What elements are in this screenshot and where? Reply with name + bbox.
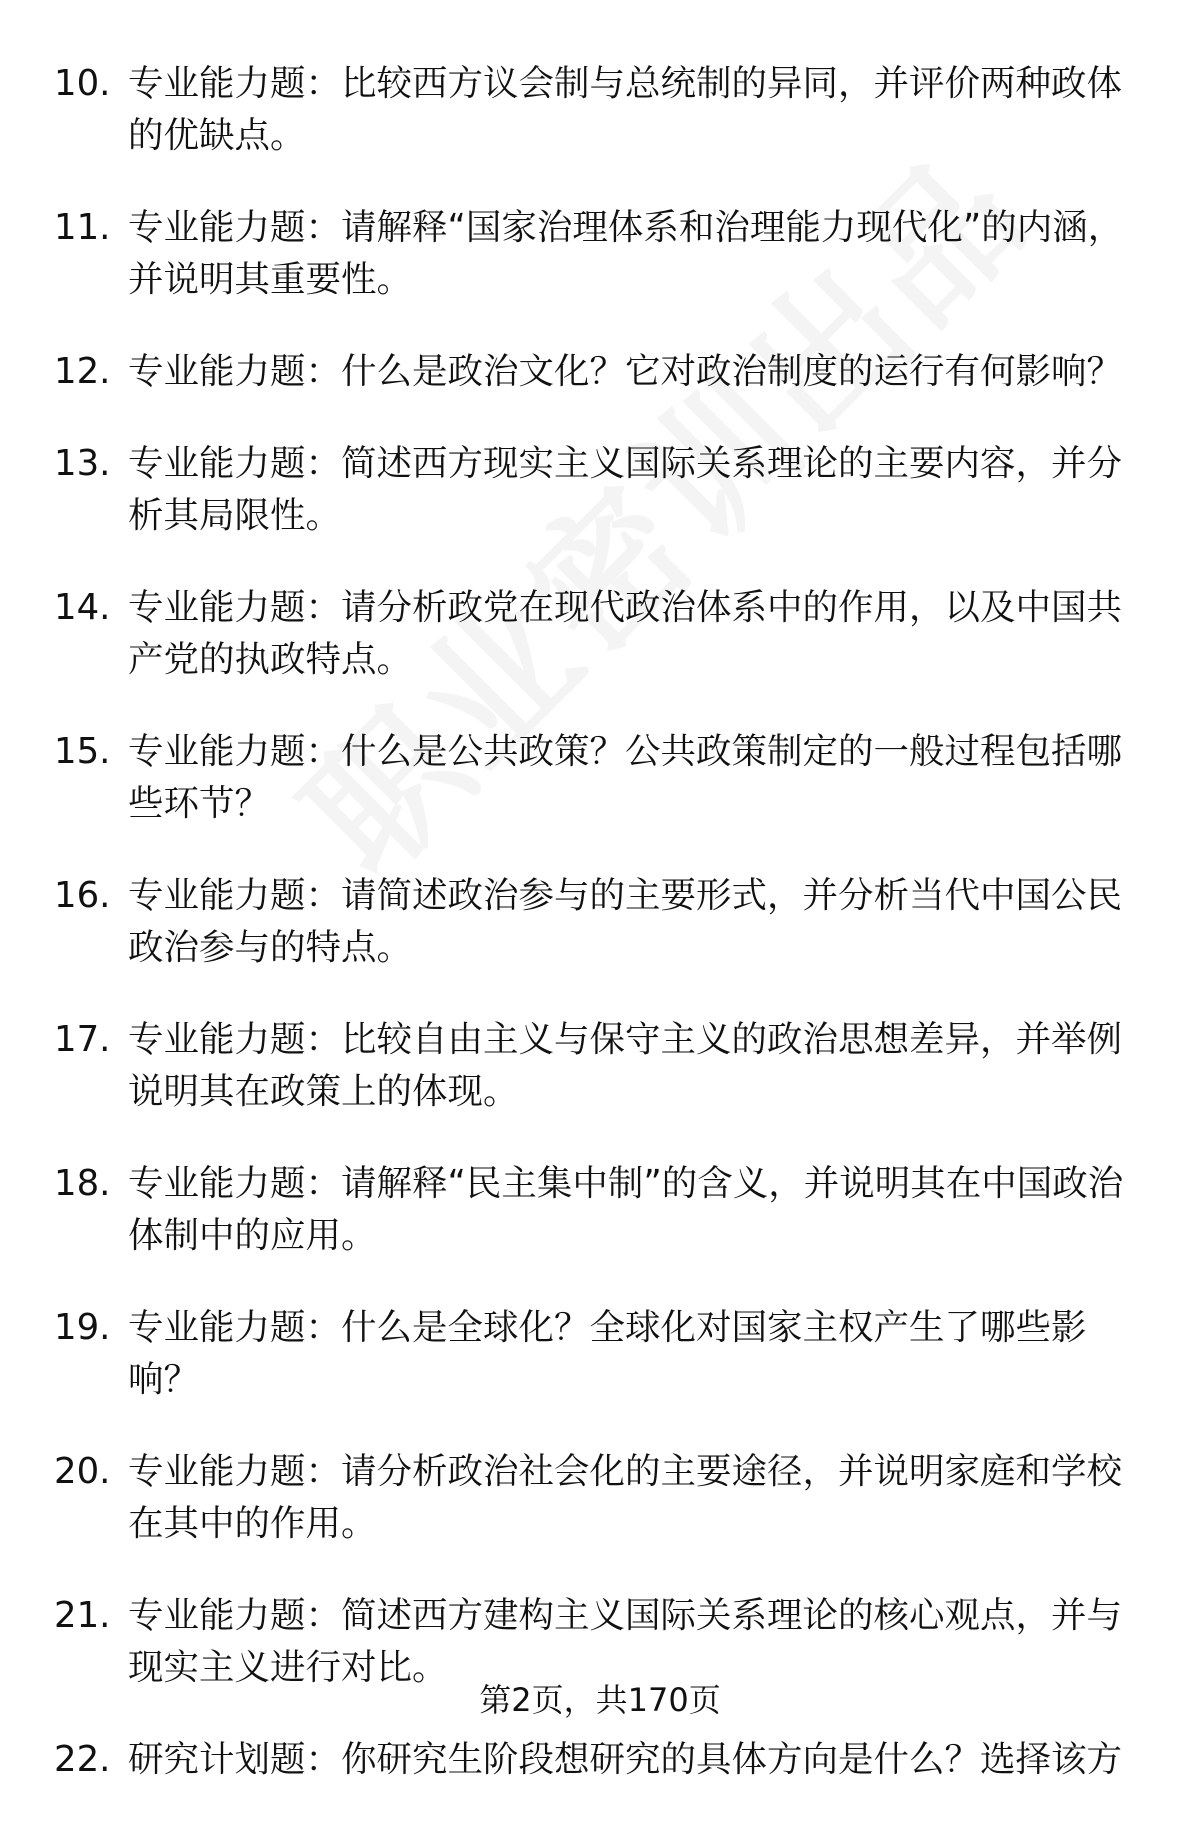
question-text: 专业能力题：请解释“民主集中制”的含义，并说明其在中国政治体制中的应用。: [128, 1163, 1124, 1256]
question-item: [0, 1302, 1200, 1406]
question-number: 20.: [54, 1451, 111, 1492]
question-item: [0, 58, 1200, 162]
question-item: [0, 346, 1200, 398]
question-item: [0, 1446, 1200, 1550]
question-item: [0, 438, 1200, 542]
question-text: 专业能力题：请解释“国家治理体系和治理能力现代化”的内涵，并说明其重要性。: [128, 207, 1124, 300]
question-number: 17.: [54, 1019, 111, 1060]
question-number: 13.: [54, 443, 111, 484]
question-number: 12.: [54, 351, 111, 392]
question-text: 专业能力题：请分析政党在现代政治体系中的作用，以及中国共产党的执政特点。: [128, 587, 1123, 680]
question-number: 14.: [54, 587, 111, 628]
question-number: 16.: [54, 875, 111, 916]
question-text: 研究计划题：你研究生阶段想研究的具体方向是什么？选择该方: [128, 1739, 1123, 1780]
question-text: 专业能力题：请分析政治社会化的主要途径，并说明家庭和学校在其中的作用。: [128, 1451, 1123, 1544]
question-number: 10.: [54, 63, 111, 104]
question-item: [0, 582, 1200, 686]
question-item: [0, 1158, 1200, 1262]
question-text: 专业能力题：简述西方建构主义国际关系理论的核心观点，并与现实主义进行对比。: [128, 1595, 1123, 1688]
question-number: 22.: [54, 1739, 111, 1780]
page-footer: 第2页，共170页: [479, 1681, 721, 1719]
question-text: 专业能力题：什么是政治文化？它对政治制度的运行有何影响？: [128, 351, 1123, 392]
question-text: 专业能力题：什么是公共政策？公共政策制定的一般过程包括哪些环节？: [128, 731, 1123, 824]
question-list: [0, 58, 1200, 1826]
question-item: [0, 726, 1200, 830]
question-text: 专业能力题：比较西方议会制与总统制的异同，并评价两种政体的优缺点。: [128, 63, 1123, 156]
question-number: 11.: [54, 207, 111, 248]
question-item: [0, 1734, 1200, 1786]
question-number: 21.: [54, 1595, 111, 1636]
question-text: 专业能力题：什么是全球化？全球化对国家主权产生了哪些影响？: [128, 1307, 1087, 1400]
question-number: 19.: [54, 1307, 111, 1348]
question-number: 18.: [54, 1163, 111, 1204]
question-text: 专业能力题：请简述政治参与的主要形式，并分析当代中国公民政治参与的特点。: [128, 875, 1123, 968]
question-text: 专业能力题：比较自由主义与保守主义的政治思想差异，并举例说明其在政策上的体现。: [128, 1019, 1123, 1112]
question-item: [0, 870, 1200, 974]
question-text: 专业能力题：简述西方现实主义国际关系理论的主要内容，并分析其局限性。: [128, 443, 1123, 536]
question-number: 15.: [54, 731, 111, 772]
question-item: [0, 1014, 1200, 1118]
question-item: [0, 202, 1200, 306]
